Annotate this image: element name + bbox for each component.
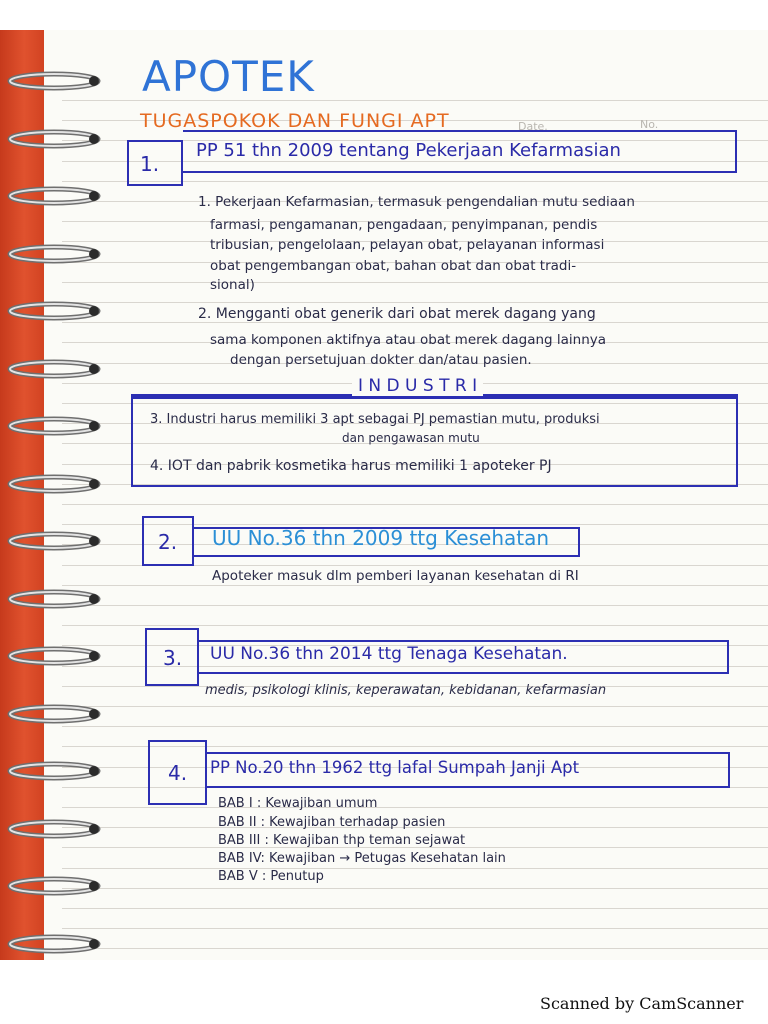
ruled-line bbox=[62, 868, 768, 869]
spiral-ring bbox=[6, 645, 102, 667]
bab-2: BAB II : Kewajiban terhadap pasien bbox=[218, 815, 446, 830]
section1-item1-line1: 1. Pekerjaan Kefarmasian, termasuk pengendalian mutu sediaan bbox=[198, 194, 635, 210]
section3-heading: UU No.36 thn 2014 ttg Tenaga Kesehatan. bbox=[210, 644, 568, 664]
scanner-watermark: Scanned by CamScanner bbox=[540, 994, 744, 1013]
spiral-ring bbox=[6, 415, 102, 437]
spiral-ring bbox=[6, 70, 102, 92]
spiral-ring bbox=[6, 933, 102, 955]
section1-heading: PP 51 thn 2009 tentang Pekerjaan Kefarmasian bbox=[196, 140, 621, 161]
spiral-ring bbox=[6, 358, 102, 380]
section3-body: medis, psikologi klinis, keperawatan, kebidanan, kefarmasian bbox=[205, 683, 607, 698]
spiral-ring bbox=[6, 300, 102, 322]
spiral-ring bbox=[6, 473, 102, 495]
bab-5: BAB V : Penutup bbox=[218, 869, 324, 884]
spiral-ring bbox=[6, 760, 102, 782]
section1-item2-line3: dengan persetujuan dokter dan/atau pasien. bbox=[230, 352, 532, 368]
ruled-line bbox=[62, 504, 768, 505]
ruled-line bbox=[62, 282, 768, 283]
section1-item1-line5: sional) bbox=[210, 277, 255, 293]
section2-number: 2. bbox=[158, 530, 178, 554]
section1-item1-line3: tribusian, pengelolaan, pelayan obat, pelayanan informasi bbox=[210, 237, 605, 253]
ruled-line bbox=[62, 888, 768, 889]
section1-item2-line2: sama komponen aktifnya atau obat merek dagang lainnya bbox=[210, 332, 607, 348]
ruled-line bbox=[62, 928, 768, 929]
section1-item1-line4: obat pengembangan obat, bahan obat dan obat tradi- bbox=[210, 258, 577, 274]
spiral-ring bbox=[6, 588, 102, 610]
industri-item4: 4. IOT dan pabrik kosmetika harus memiliki 1 apoteker PJ bbox=[150, 458, 552, 474]
industri-item3-line1: 3. Industri harus memiliki 3 apt sebagai PJ pemastian mutu, produksi bbox=[150, 412, 600, 427]
industri-item3-line2: dan pengawasan mutu bbox=[342, 431, 480, 445]
notebook-page bbox=[0, 30, 768, 960]
section1-item2-line1: 2. Mengganti obat generik dari obat merek dagang yang bbox=[198, 306, 596, 322]
section4-number: 4. bbox=[168, 761, 188, 785]
ruled-line bbox=[62, 706, 768, 707]
bab-4: BAB IV: Kewajiban → Petugas Kesehatan lain bbox=[218, 851, 506, 866]
spiral-ring bbox=[6, 818, 102, 840]
ruled-line bbox=[62, 948, 768, 949]
bab-3: BAB III : Kewajiban thp teman sejawat bbox=[218, 833, 466, 848]
section4-heading: PP No.20 thn 1962 ttg lafal Sumpah Janji Apt bbox=[210, 758, 580, 777]
bab-1: BAB I : Kewajiban umum bbox=[218, 796, 378, 811]
ruled-line bbox=[62, 807, 768, 808]
spiral-ring bbox=[6, 703, 102, 725]
ruled-line bbox=[62, 585, 768, 586]
page-title: APOTEK bbox=[142, 52, 315, 101]
section3-number: 3. bbox=[163, 646, 183, 670]
spiral-ring bbox=[6, 185, 102, 207]
spiral-ring bbox=[6, 243, 102, 265]
section1-number: 1. bbox=[140, 152, 160, 176]
date-label: Date. bbox=[518, 120, 548, 133]
ruled-line bbox=[62, 302, 768, 303]
ruled-line bbox=[62, 908, 768, 909]
ruled-line bbox=[62, 726, 768, 727]
ruled-line bbox=[62, 605, 768, 606]
spiral-ring bbox=[6, 128, 102, 150]
no-label: No. bbox=[640, 118, 659, 131]
spiral-ring bbox=[6, 530, 102, 552]
ruled-line bbox=[62, 322, 768, 323]
page-subtitle: TUGASPOKOK DAN FUNGI APT bbox=[140, 110, 450, 132]
ruled-line bbox=[62, 625, 768, 626]
section1-item1-line2: farmasi, pengamanan, pengadaan, penyimpanan, pendis bbox=[210, 217, 598, 233]
section2-body: Apoteker masuk dlm pemberi layanan kesehatan di RI bbox=[212, 568, 579, 584]
section2-heading: UU No.36 thn 2009 ttg Kesehatan bbox=[212, 526, 550, 550]
industri-heading: I N D U S T R I bbox=[352, 376, 483, 396]
spiral-ring bbox=[6, 875, 102, 897]
